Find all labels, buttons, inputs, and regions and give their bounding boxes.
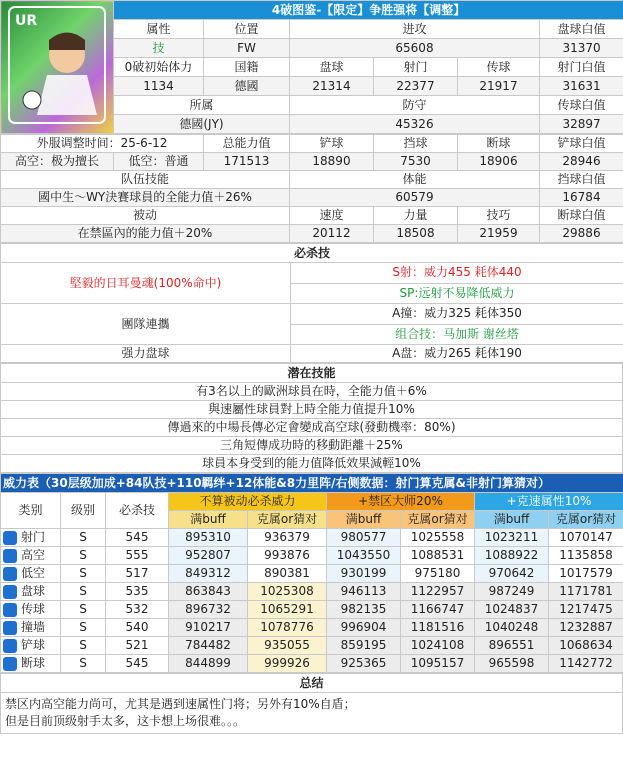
hidden-skill-line: 傳過來的中場長傳必定會變成高空球(發動機率：80%) <box>1 419 623 437</box>
power-table <box>0 473 623 673</box>
power-value-cell: 935055 <box>248 637 327 655</box>
label-attack: 进攻 <box>290 20 540 39</box>
kill-skill-desc-2: A撞：威力325 耗体350 <box>291 304 623 325</box>
power-value-cell: 1122957 <box>401 583 475 601</box>
category-label: 撞墙 <box>21 620 46 634</box>
power-category-cell <box>1 565 61 583</box>
category-label: 盘球 <box>21 584 46 598</box>
category-label: 高空 <box>21 548 46 562</box>
power-value-cell: 980577 <box>327 529 401 547</box>
power-skill-cell: 540 <box>106 619 169 637</box>
power-value-cell: 896732 <box>169 601 248 619</box>
value-high-ball: 高空：极为擅长 <box>1 153 114 171</box>
sub-header: 克属or猜对 <box>549 511 623 529</box>
power-skill-cell: 521 <box>106 637 169 655</box>
power-table-row <box>1 601 623 619</box>
power-value-cell: 1171781 <box>549 583 623 601</box>
power-table-row <box>1 565 623 583</box>
category-icon <box>3 621 17 635</box>
label-intercept-white: 断球白值 <box>540 207 623 225</box>
player-portrait-icon <box>7 5 107 125</box>
power-value-cell: 1095157 <box>401 655 475 673</box>
label-intercept: 断球 <box>458 135 540 153</box>
kill-skill-combo-2: 组合技：马加斯 谢丝塔 <box>291 324 623 345</box>
power-value-cell: 896551 <box>475 637 549 655</box>
power-value-cell: 982135 <box>327 601 401 619</box>
stats-lower-table <box>0 134 623 243</box>
power-level-cell: S <box>61 601 106 619</box>
value-nationality: 德國 <box>204 77 290 96</box>
power-value-cell: 987249 <box>475 583 549 601</box>
value-position: FW <box>204 39 290 58</box>
power-value-cell: 910217 <box>169 619 248 637</box>
category-label: 铲球 <box>21 638 46 652</box>
power-value-cell: 999926 <box>248 655 327 673</box>
power-value-cell: 1135858 <box>549 547 623 565</box>
power-category-cell <box>1 583 61 601</box>
power-table-row <box>1 655 623 673</box>
hidden-skill-line: 有3名以上的歐洲球員在時，全能力值＋6% <box>1 383 623 401</box>
value-shoot-white: 31631 <box>540 77 623 96</box>
category-icon <box>3 639 17 653</box>
power-value-cell: 1065291 <box>248 601 327 619</box>
power-value-cell: 975180 <box>401 565 475 583</box>
group-header-base: 不算被动必杀威力 <box>169 493 327 511</box>
label-nationality: 国籍 <box>204 58 290 77</box>
col-header-skill: 必杀技 <box>106 493 169 529</box>
power-skill-cell: 555 <box>106 547 169 565</box>
label-shoot: 射门 <box>374 58 458 77</box>
value-pass: 21917 <box>458 77 540 96</box>
value-dribble: 21314 <box>290 77 374 96</box>
power-level-cell: S <box>61 529 106 547</box>
kill-skill-desc-1: S射：威力455 耗体440 <box>291 263 623 284</box>
value-intercept: 18906 <box>458 153 540 171</box>
label-block: 挡球 <box>374 135 458 153</box>
label-pass-white: 传球白值 <box>540 96 623 115</box>
value-tackle-white: 28946 <box>540 153 623 171</box>
power-value-cell: 895310 <box>169 529 248 547</box>
power-value-cell: 1181516 <box>401 619 475 637</box>
label-position: 位置 <box>204 20 290 39</box>
label-stamina: 0破初始体力 <box>114 58 204 77</box>
power-level-cell: S <box>61 583 106 601</box>
label-dribble: 盘球 <box>290 58 374 77</box>
power-category-cell <box>1 619 61 637</box>
category-icon <box>3 531 17 545</box>
value-defense: 45326 <box>290 115 540 134</box>
power-table-row <box>1 619 623 637</box>
power-category-cell <box>1 655 61 673</box>
value-intercept-white: 29886 <box>540 225 623 243</box>
power-table-row <box>1 583 623 601</box>
power-table-row <box>1 547 623 565</box>
kill-skill-desc-3: A盘：威力265 耗体190 <box>291 345 623 363</box>
power-value-cell: 1023211 <box>475 529 549 547</box>
value-low-ball: 低空：普通 <box>114 153 204 171</box>
summary-text <box>1 693 623 734</box>
power-value-cell: 863843 <box>169 583 248 601</box>
power-category-cell <box>1 601 61 619</box>
power-value-cell: 890381 <box>248 565 327 583</box>
power-category-cell <box>1 637 61 655</box>
label-attr: 属性 <box>114 20 204 39</box>
value-passive: 在禁區內的能力值＋20% <box>1 225 290 243</box>
power-skill-cell: 517 <box>106 565 169 583</box>
label-pass: 传球 <box>458 58 540 77</box>
power-value-cell: 1217475 <box>549 601 623 619</box>
power-table-body <box>1 529 623 673</box>
label-speed: 速度 <box>290 207 374 225</box>
value-attr: 技 <box>114 39 204 58</box>
power-value-cell: 946113 <box>327 583 401 601</box>
power-value-cell: 784482 <box>169 637 248 655</box>
sub-header: 克属or猜对 <box>401 511 475 529</box>
power-value-cell: 1070147 <box>549 529 623 547</box>
value-stamina: 1134 <box>114 77 204 96</box>
category-label: 断球 <box>21 656 46 670</box>
power-value-cell: 859195 <box>327 637 401 655</box>
power-level-cell: S <box>61 619 106 637</box>
value-block-white: 16784 <box>540 189 623 207</box>
power-value-cell: 1232887 <box>549 619 623 637</box>
hidden-skills-table <box>0 363 623 473</box>
power-skill-cell: 535 <box>106 583 169 601</box>
special-skills-table <box>0 243 623 363</box>
label-dribble-white: 盘球白值 <box>540 20 623 39</box>
label-shoot-white: 射门白值 <box>540 58 623 77</box>
kill-skill-sp-1: SP:远射不易降低威力 <box>291 283 623 304</box>
sub-header: 满buff <box>327 511 401 529</box>
power-value-cell: 1024108 <box>401 637 475 655</box>
hidden-skill-line: 與速屬性球員對上時全能力值提升10% <box>1 401 623 419</box>
label-vitality: 体能 <box>290 171 540 189</box>
kill-skill-name-2: 團隊連攜 <box>1 304 291 345</box>
power-value-cell: 849312 <box>169 565 248 583</box>
power-level-cell: S <box>61 637 106 655</box>
power-value-cell: 1040248 <box>475 619 549 637</box>
section-title-summary: 总结 <box>1 674 623 693</box>
power-value-cell: 1088922 <box>475 547 549 565</box>
sub-header: 满buff <box>169 511 248 529</box>
power-value-cell: 936379 <box>248 529 327 547</box>
power-value-cell: 970642 <box>475 565 549 583</box>
label-team-skill: 队伍技能 <box>1 171 290 189</box>
value-vitality: 60579 <box>290 189 540 207</box>
value-total: 171513 <box>204 153 290 171</box>
category-icon <box>3 603 17 617</box>
group-header-speed: +克速属性10% <box>475 493 623 511</box>
summary-table <box>0 673 623 734</box>
power-value-cell: 1024837 <box>475 601 549 619</box>
power-skill-cell: 545 <box>106 529 169 547</box>
category-label: 传球 <box>21 602 46 616</box>
label-technique: 技巧 <box>458 207 540 225</box>
power-value-cell: 1025308 <box>248 583 327 601</box>
category-label: 射门 <box>21 530 46 544</box>
power-level-cell: S <box>61 547 106 565</box>
power-level-cell: S <box>61 655 106 673</box>
power-value-cell: 1025558 <box>401 529 475 547</box>
category-icon <box>3 567 17 581</box>
svg-text:UR: UR <box>15 12 38 29</box>
power-category-cell <box>1 529 61 547</box>
label-tackle-white: 铲球白值 <box>540 135 623 153</box>
page-title: 4破图鉴-【限定】争胜强将【调整】 <box>114 1 623 20</box>
value-pass-white: 32897 <box>540 115 623 134</box>
sub-header: 克属or猜对 <box>248 511 327 529</box>
power-skill-cell: 545 <box>106 655 169 673</box>
power-value-cell: 1017579 <box>549 565 623 583</box>
value-team: 德國(JY) <box>114 115 290 134</box>
kill-skill-name-1: 堅毅的日耳曼魂(100%命中) <box>1 263 291 304</box>
value-technique: 21959 <box>458 225 540 243</box>
section-title-hidden: 潜在技能 <box>1 364 623 383</box>
power-value-cell: 993876 <box>248 547 327 565</box>
label-power: 力量 <box>374 207 458 225</box>
label-tackle: 铲球 <box>290 135 374 153</box>
category-label: 低空 <box>21 566 46 580</box>
player-card-image <box>1 1 114 134</box>
group-header-zone: +禁区大师20% <box>327 493 475 511</box>
label-update-date: 外服调整时间：25-6-12 <box>1 135 204 153</box>
power-value-cell: 1043550 <box>327 547 401 565</box>
value-power: 18508 <box>374 225 458 243</box>
value-speed: 20112 <box>290 225 374 243</box>
sub-header: 满buff <box>475 511 549 529</box>
kill-skill-name-3: 强力盘球 <box>1 345 291 363</box>
value-shoot: 22377 <box>374 77 458 96</box>
label-block-white: 挡球白值 <box>540 171 623 189</box>
col-header-level: 级别 <box>61 493 106 529</box>
label-total: 总能力值 <box>204 135 290 153</box>
value-tackle: 18890 <box>290 153 374 171</box>
power-value-cell: 1078776 <box>248 619 327 637</box>
category-icon <box>3 657 17 671</box>
label-defense: 防守 <box>290 96 540 115</box>
power-value-cell: 844899 <box>169 655 248 673</box>
power-value-cell: 1068634 <box>549 637 623 655</box>
label-team: 所属 <box>114 96 290 115</box>
power-value-cell: 1088531 <box>401 547 475 565</box>
hidden-skill-line: 三角短傳成功時的移動距離＋25% <box>1 437 623 455</box>
summary-line: 但是目前顶级射手太多，这卡想上场很难。。。 <box>5 714 246 728</box>
value-team-skill: 國中生～WY決賽球員的全能力值＋26% <box>1 189 290 207</box>
power-table-row <box>1 529 623 547</box>
power-value-cell: 996904 <box>327 619 401 637</box>
power-category-cell <box>1 547 61 565</box>
power-value-cell: 1142772 <box>549 655 623 673</box>
label-passive: 被动 <box>1 207 290 225</box>
power-skill-cell: 532 <box>106 601 169 619</box>
value-block: 7530 <box>374 153 458 171</box>
hidden-skill-line: 球員本身受到的能力值降低效果減輕10% <box>1 455 623 473</box>
power-table-title: 威力表（30层级加成+84队技+110羁绊+12体能&8力里阵/右侧数据：射门算克属&非射门算猜对） <box>1 474 623 493</box>
power-value-cell: 952807 <box>169 547 248 565</box>
power-value-cell: 1166747 <box>401 601 475 619</box>
category-icon <box>3 549 17 563</box>
power-table-row <box>1 637 623 655</box>
power-value-cell: 925365 <box>327 655 401 673</box>
category-icon <box>3 585 17 599</box>
summary-line: 禁区内高空能力尚可，尤其是遇到速属性门将；另外有10%自盾； <box>5 697 356 711</box>
value-attack: 65608 <box>290 39 540 58</box>
col-header-category: 类别 <box>1 493 61 529</box>
power-value-cell: 965598 <box>475 655 549 673</box>
power-value-cell: 930199 <box>327 565 401 583</box>
value-dribble-white: 31370 <box>540 39 623 58</box>
card-stats-table <box>0 0 623 134</box>
power-level-cell: S <box>61 565 106 583</box>
section-title-kill: 必杀技 <box>1 244 623 263</box>
